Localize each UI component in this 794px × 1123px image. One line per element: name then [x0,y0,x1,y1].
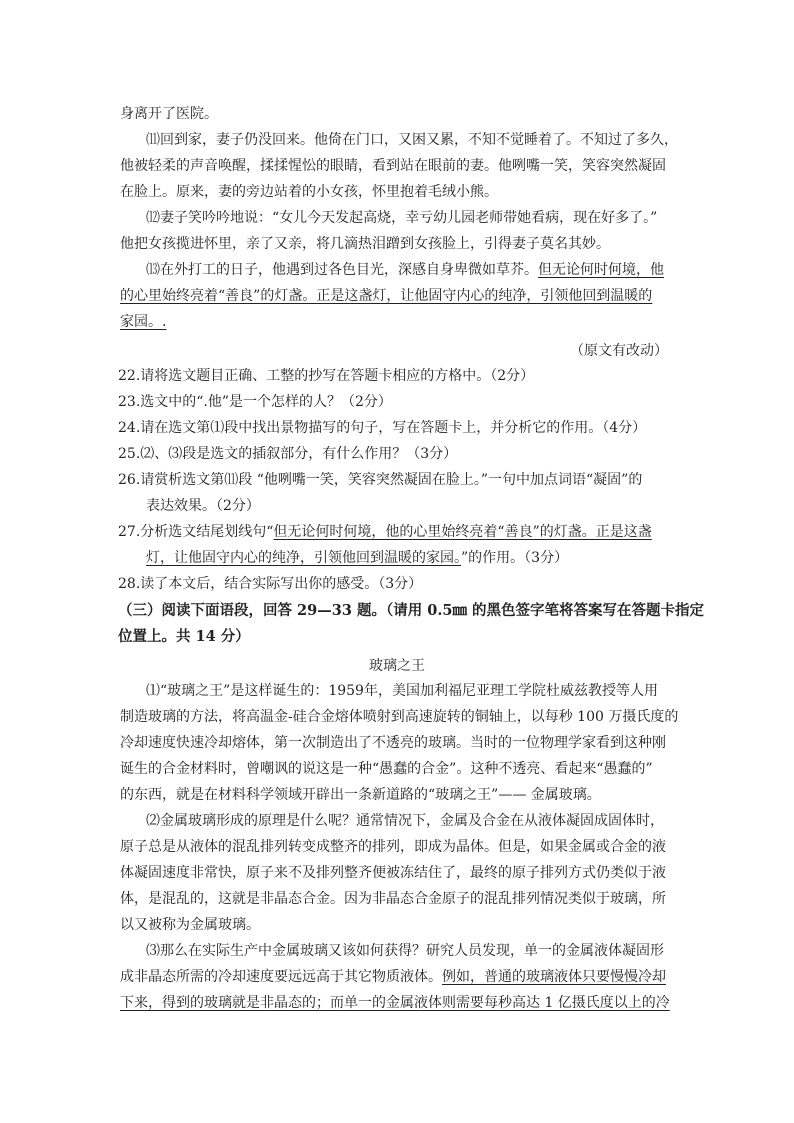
question-text: 27.分析选文结尾划线句“ [118,524,274,540]
article-paragraph-3: ⑶那么在实际生产中金属玻璃又该如何获得？研究人员发现，单一的金属液体凝固形 [146,943,664,959]
article-title: 玻璃之王 [369,658,425,674]
section-heading-cont: 位置上。共 14 分） [118,628,250,645]
article-line: 体，是混乱的，这就是非晶态合金。因为非晶态合金原子的混乱排列情况类似于玻璃，所 [120,891,666,907]
underlined-quote: 灯，让他固守内心的纯净，引领他回到温暖的家园。 [146,550,461,566]
question-26-cont: 表达效果。（2分） [146,498,260,514]
article-line: 原子总是从液体的混乱排列转变成整齐的排列，即成为晶体。但是，如果金属或合金的液 [120,839,666,855]
underlined-sentence: 的心里始终亮着“善良”的灯盏。正是这盏灯，让他固守内心的纯净，引领他回到温暖的 [120,288,653,304]
story-line [120,313,166,331]
article-text: 成非晶态所需的冷却速度要远远高于其它物质液体。 [120,969,442,985]
question-text: ”的作用。（3分） [461,550,569,566]
question-23: 23.选文中的“.他”是一个怎样的人？（2分） [118,394,392,410]
question-27 [118,523,652,541]
article-line: 以又被称为金属玻璃。 [120,917,260,933]
question-26: 26.请赏析选文第⑾段 “他咧嘴一笑，笑容突然凝固在脸上。”一句中加点词语“凝固”的 [118,472,643,488]
article-line: 冷却速度快速冷却熔体，第一次制造出了不透亮的玻璃。当时的一位物理学家看到这种刚 [120,735,666,751]
question-28: 28.读了本文后，结合实际写出你的感受。（3分） [118,576,423,592]
source-note: （原文有改动） [570,343,668,359]
story-line: 在脸上。原来，妻的旁边站着的小女孩，怀里抱着毛绒小熊。 [120,184,498,200]
article-line: 的东西，就是在材料科学领域开辟出一条新道路的“玻璃之王”—— 金属玻璃。 [120,787,601,803]
story-line: 身离开了医院。 [120,106,218,122]
article-paragraph-2: ⑵金属玻璃形成的原理是什么呢？通常情况下，金属及合金在从液体凝固成固体时， [146,813,664,829]
story-line: 他把女孩揽进怀里，亲了又亲，将几滴热泪蹭到女孩脸上，引得妻子莫名其妙。 [120,236,610,252]
section-heading: （三）阅读下面语段，回答 29—33 题。（请用 0.5㎜ 的黑色签字笔将答案写在答题卡指定 [118,602,705,619]
article-line [120,968,666,986]
story-text: ⒀在外打工的日子，他遇到过各色目光，深感自身卑微如草芥。 [146,262,538,278]
story-line: 他被轻柔的声音唤醒，揉揉惺忪的眼睛，看到站在眼前的妻。他咧嘴一笑，笑容突然凝固 [120,158,666,174]
story-paragraph-11: ⑾回到家，妻子仍没回来。他倚在门口，又困又累，不知不觉睡着了。不知过了多久， [146,132,678,148]
article-line: 体凝固速度非常快，原子来不及排列整齐便被冻结住了，最终的原子排列方式仍类似于液 [120,865,666,881]
underlined-quote: 但无论何时何境，他的心里始终亮着“善良”的灯盏。正是这盏 [273,524,652,540]
story-paragraph-12: ⑿妻子笑吟吟地说：“女儿今天发起高烧，幸亏幼儿园老师带她看病，现在好多了。” [146,210,658,226]
underlined-sentence: 家园。. [120,314,167,330]
question-25: 25.⑵、⑶段是选文的插叙部分，有什么作用？（3分） [118,446,458,462]
article-line [120,994,670,1012]
story-line [120,287,652,305]
article-paragraph-1: ⑴“玻璃之王”是这样诞生的：1959年，美国加利福尼亚理工学院杜威兹教授等人用 [146,683,658,699]
underlined-sentence: 下来，得到的玻璃就是非晶态的；而单一的金属液体则需要每秒高达 1 亿摄氏度以上的冷 [120,995,670,1011]
underlined-sentence: 例如，普通的玻璃液体只要慢慢冷却 [442,969,666,985]
article-line: 制造玻璃的方法，将高温金-硅合金熔体喷射到高速旋转的铜轴上，以每秒 100 万摄氏度的 [120,709,679,725]
question-22: 22.请将选文题目正确、工整的抄写在答题卡相应的方格中。（2分） [118,368,535,384]
question-24: 24.请在选文第⑴段中找出景物描写的句子，写在答题卡上，并分析它的作用。（4分） [118,420,647,436]
story-paragraph-13 [146,261,664,279]
question-27-cont [146,549,568,567]
article-line: 诞生的合金材料时，曾嘲讽的说这是一种“愚蠢的合金”。这种不透亮、看起来“愚蠢的” [120,761,653,777]
underlined-sentence: 但无论何时何境，他 [538,262,664,278]
